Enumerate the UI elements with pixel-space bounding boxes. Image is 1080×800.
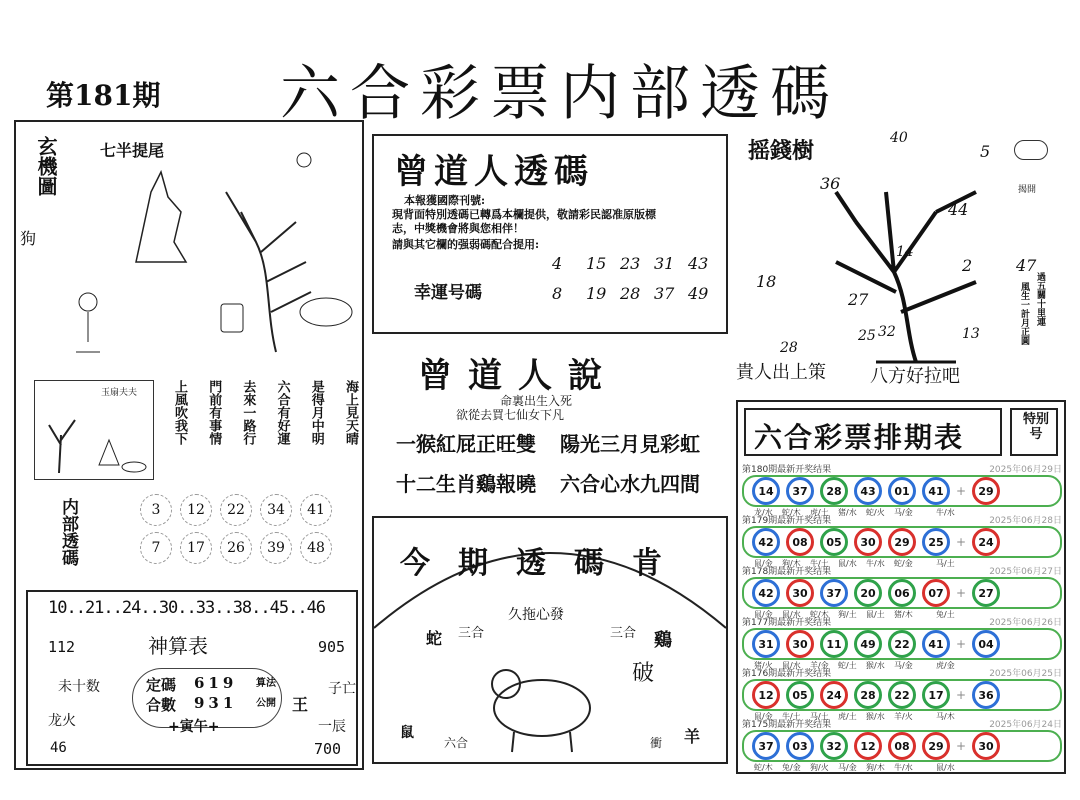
xuanji-illustration: [56, 152, 356, 362]
draw-zodiac: 牛/土: [782, 712, 801, 721]
center-number: 43: [688, 254, 709, 273]
notice-3: 志，中獎機會將與您相伴！: [392, 222, 524, 235]
draw-zodiac: 狗/火: [810, 763, 829, 772]
bottom-right-a: 衝: [650, 736, 663, 750]
draw-ball: 12: [854, 732, 882, 760]
draw-ball: 01: [888, 477, 916, 505]
draw-balls: [742, 679, 1062, 711]
lucky-ball: 26: [220, 532, 252, 564]
draw-zodiac: 猴/水: [866, 661, 885, 670]
draw-ball: 41: [922, 477, 950, 505]
tree-bottom-right: 八方好拉吧: [870, 366, 960, 387]
draw-ball: 03: [786, 732, 814, 760]
draw-ball: 37: [786, 477, 814, 505]
draw-label: 第180期最新开奖结果: [742, 465, 832, 475]
center-number: 28: [620, 284, 641, 303]
he-label: 合數: [146, 696, 177, 714]
draw-ball: 43: [854, 477, 882, 505]
draw-block: [742, 564, 1062, 619]
calc-title: 神算表: [148, 634, 208, 658]
draw-balls: [742, 730, 1062, 762]
draw-zodiac: 鼠/水: [782, 610, 801, 619]
lucky-label: 幸運号碼: [414, 283, 482, 303]
left-animal: 蛇: [426, 629, 443, 648]
draw-ball: 08: [786, 528, 814, 556]
plus-icon: +: [956, 688, 967, 702]
draw-zodiac: 蛇/金: [894, 559, 913, 568]
draw-zodiac: 蛇/木: [782, 508, 801, 517]
special-ball: 36: [972, 681, 1000, 709]
draw-ball: 20: [854, 579, 882, 607]
draw-list: [742, 462, 1062, 772]
tree-number: 47: [1016, 256, 1037, 275]
special-ball: 27: [972, 579, 1000, 607]
center-row-1: [552, 254, 716, 273]
notice-2: 現背面特別透碼已轉爲本欄提供，敬請彩民認准原版標: [392, 208, 656, 221]
draw-ball: 41: [922, 630, 950, 658]
tree-number: 14: [896, 244, 914, 260]
center-number: 4: [552, 254, 563, 273]
right-animal: 鷄: [654, 630, 672, 651]
tree-number: 40: [890, 130, 908, 146]
poem-line-2a: 十二生肖鷄報曉: [396, 472, 536, 496]
special-zodiac: 马/木: [936, 712, 955, 721]
tree-number: 28: [780, 340, 798, 356]
notice-4: 請與其它欄的强弱碼配合提用:: [392, 238, 540, 251]
draw-date: 2025年06月29日: [989, 465, 1062, 475]
lucky-ball: 3: [140, 494, 172, 526]
center-mid-sub-2: 欲從去買七仙女下凡: [456, 408, 565, 422]
center-mid-sub-1: 命裏出生入死: [500, 394, 573, 408]
xuanji-label: 玄機圖: [34, 136, 58, 196]
lucky-ball: 22: [220, 494, 252, 526]
draw-ball: 30: [786, 630, 814, 658]
draw-zodiac: 狗/木: [782, 559, 801, 568]
schedule-title-box: [744, 408, 1002, 456]
money-tree-title: 摇錢樹: [748, 138, 815, 164]
calc-right-note: 子亡: [328, 681, 356, 697]
draw-ball: 05: [820, 528, 848, 556]
poem-col: 去來一路行: [240, 380, 256, 445]
special-zodiac: 马/土: [936, 559, 955, 568]
money-tree-illustration: [776, 162, 1016, 372]
algo-label2: 公開: [256, 698, 276, 709]
brand-badge: [1014, 140, 1048, 160]
draw-zodiac: 狗/木: [866, 763, 885, 772]
draw-label: 第176期最新开奖结果: [742, 669, 832, 679]
draw-zodiac: 羊/火: [894, 712, 913, 721]
center-top-title: 曾道人透碼: [394, 152, 594, 192]
xuanji-side-note: 狗: [20, 229, 37, 248]
draw-ball: 14: [752, 477, 780, 505]
draw-zodiac: 虎/土: [810, 508, 829, 517]
special-zodiac: 牛/水: [936, 508, 955, 517]
poem-panel: [34, 380, 358, 490]
draw-zodiac: 鼠/金: [754, 610, 773, 619]
poem-line-1b: 陽光三月見彩虹: [560, 432, 700, 456]
poem-col: 六合有好運: [274, 380, 290, 445]
money-tree-brand: 揭開: [1018, 185, 1037, 195]
draw-zodiac: 牛/水: [894, 763, 913, 772]
draw-label: 第179期最新开奖结果: [742, 516, 832, 526]
draw-ball: 42: [752, 528, 780, 556]
special-badge: [1010, 408, 1058, 456]
center-bottom-panel: [372, 516, 728, 764]
center-number: 31: [654, 254, 675, 273]
poem-line-2b: 六合心水九四間: [560, 472, 700, 496]
wang-text: 王: [292, 695, 309, 714]
draw-block: [742, 513, 1062, 568]
mini-picture: [34, 380, 154, 480]
bottom-mid-group: 六合: [444, 736, 469, 750]
center-text: 久拖心發: [508, 607, 564, 623]
draw-date: 2025年06月27日: [989, 567, 1062, 577]
left-group: 三合: [458, 626, 485, 641]
draw-ball: 08: [888, 732, 916, 760]
center-number: 15: [586, 254, 607, 273]
draw-balls: [742, 526, 1062, 558]
internal-label: 内部透碼: [58, 498, 78, 566]
poem-col: 海上見天晴: [342, 380, 358, 445]
draw-zodiac: 牛/土: [810, 559, 829, 568]
schedule-title: 六合彩票排期表: [754, 421, 965, 454]
draw-balls: [742, 577, 1062, 609]
draw-zodiac: 鼠/水: [782, 661, 801, 670]
tree-side-text: 過五關十里連: [1035, 272, 1045, 326]
draw-zodiac: 虎/土: [838, 712, 857, 721]
draw-ball: 29: [888, 528, 916, 556]
plus-icon: +: [956, 637, 967, 651]
center-number: 37: [654, 284, 675, 303]
numbers-line: 10..21..24..30..33..38..45..46: [48, 598, 326, 618]
draw-date: 2025年06月24日: [989, 720, 1062, 730]
center-number: 8: [552, 284, 563, 303]
plus-icon: +: [956, 586, 967, 600]
plus-icon: +: [956, 535, 967, 549]
draw-zodiac: 兔/金: [782, 763, 801, 772]
draw-zodiac: 蛇/木: [810, 610, 829, 619]
draw-zodiac: 鼠/金: [754, 559, 773, 568]
draw-zodiac: 蛇/火: [866, 508, 885, 517]
draw-zodiac-row: [742, 762, 1062, 773]
center-number: 19: [586, 284, 607, 303]
tree-number: 5: [980, 142, 991, 161]
draw-zodiac: 马/金: [894, 508, 913, 517]
poem-columns: [170, 380, 360, 484]
draw-ball: 06: [888, 579, 916, 607]
tree-number: 32: [878, 324, 896, 340]
draw-zodiac: 猴/水: [866, 712, 885, 721]
draw-ball: 49: [854, 630, 882, 658]
center-top-panel: [372, 134, 728, 334]
xuanji-panel: [16, 122, 362, 372]
calc-left-note: 未十数: [58, 679, 100, 695]
draw-ball: 07: [922, 579, 950, 607]
yinwu-text: +寅午+: [168, 719, 220, 735]
draw-ball: 28: [820, 477, 848, 505]
poem-col: 上風吹我下: [172, 380, 187, 445]
money-tree-panel: [736, 122, 1068, 392]
draw-ball: 37: [752, 732, 780, 760]
draw-zodiac: 鼠/土: [866, 610, 885, 619]
xuanji-caption: 七半提尾: [100, 141, 165, 160]
lucky-ball: 41: [300, 494, 332, 526]
ding-value: 619: [194, 674, 238, 692]
draw-ball: 22: [888, 681, 916, 709]
draw-balls: [742, 475, 1062, 507]
draw-block: [742, 666, 1062, 721]
poem-col: 是得月中明: [308, 380, 324, 445]
tree-number: 18: [756, 272, 777, 291]
internal-balls-panel: [16, 492, 362, 588]
draw-block: [742, 615, 1062, 670]
draw-balls: [742, 628, 1062, 660]
draw-zodiac: 鼠/金: [754, 712, 773, 721]
special-zodiac: 虎/金: [936, 661, 955, 670]
draw-zodiac: 猪/木: [894, 610, 913, 619]
draw-ball: 37: [820, 579, 848, 607]
draw-ball: 30: [854, 528, 882, 556]
draw-zodiac: 马/金: [838, 763, 857, 772]
plus-icon: +: [956, 739, 967, 753]
ball-row-2: [140, 532, 332, 564]
draw-zodiac: 蛇/土: [838, 661, 857, 670]
tree-number: 36: [820, 174, 841, 193]
draw-zodiac: 马/土: [810, 712, 829, 721]
draw-date: 2025年06月25日: [989, 669, 1062, 679]
draw-block: [742, 717, 1062, 772]
special-badge-text: 特别号: [1022, 412, 1049, 442]
poem-col: 門前有事情: [206, 380, 222, 445]
draw-date: 2025年06月26日: [989, 618, 1062, 628]
special-ball: 30: [972, 732, 1000, 760]
notice-1: 本報獲國際刊號:: [404, 194, 486, 207]
calc-left-top: 112: [48, 638, 76, 656]
center-row-2: [552, 284, 716, 303]
draw-ball: 12: [752, 681, 780, 709]
draw-date: 2025年06月28日: [989, 516, 1062, 526]
draw-zodiac: 猪/火: [754, 661, 773, 670]
bottom-left-animal: 鼠: [400, 725, 414, 741]
draw-ball: 11: [820, 630, 848, 658]
lucky-ball: 48: [300, 532, 332, 564]
draw-ball: 24: [820, 681, 848, 709]
calc-right-note2: 一辰: [318, 719, 346, 735]
draw-zodiac: 龙/水: [754, 508, 773, 517]
he-value: 931: [194, 694, 238, 712]
draw-ball: 22: [888, 630, 916, 658]
draw-zodiac: 马/金: [894, 661, 913, 670]
tree-number: 44: [948, 200, 969, 219]
calc-panel: [26, 590, 358, 766]
lucky-ball: 7: [140, 532, 172, 564]
draw-ball: 42: [752, 579, 780, 607]
draw-ball: 05: [786, 681, 814, 709]
draw-ball: 32: [820, 732, 848, 760]
schedule-panel: [736, 400, 1066, 774]
right-group: 三合: [610, 626, 637, 641]
draw-zodiac: 牛/水: [866, 559, 885, 568]
draw-zodiac: 鼠/水: [838, 559, 857, 568]
tree-bottom-left: 貴人出上策: [736, 362, 826, 383]
draw-ball: 31: [752, 630, 780, 658]
special-ball: 24: [972, 528, 1000, 556]
calc-right-top: 905: [318, 638, 346, 656]
poem-line-1a: 一猴紅屁正旺雙: [396, 432, 536, 456]
plus-icon: +: [956, 484, 967, 498]
special-zodiac: 鼠/水: [936, 763, 955, 772]
lucky-ball: 34: [260, 494, 292, 526]
calc-left-note2: 龙火: [48, 713, 76, 729]
draw-zodiac: 猪/水: [838, 508, 857, 517]
tree-number: 2: [962, 256, 973, 275]
draw-zodiac: 蛇/木: [754, 763, 773, 772]
left-column: [14, 120, 364, 770]
lucky-ball: 39: [260, 532, 292, 564]
tree-number: 25: [858, 328, 876, 344]
page-title: 六合彩票内部透碼: [280, 59, 840, 129]
lucky-ball: 17: [180, 532, 212, 564]
draw-ball: 29: [922, 732, 950, 760]
ding-label: 定碼: [146, 676, 177, 694]
special-zodiac: 兔/土: [936, 610, 955, 619]
draw-ball: 30: [786, 579, 814, 607]
draw-label: 第177期最新开奖结果: [742, 618, 832, 628]
tree-number: 13: [962, 326, 980, 342]
draw-label: 第175期最新开奖结果: [742, 720, 832, 730]
issue-number: 第181期: [46, 79, 161, 112]
draw-label: 第178期最新开奖结果: [742, 567, 832, 577]
center-mid-title: 曾道人說: [418, 356, 618, 396]
draw-ball: 25: [922, 528, 950, 556]
sign-text: 破: [632, 661, 655, 686]
special-ball: 04: [972, 630, 1000, 658]
special-ball: 29: [972, 477, 1000, 505]
center-number: 49: [688, 284, 709, 303]
tree-side-text2: 風生一計月正圓: [1019, 282, 1029, 345]
bottom-right-b: 羊: [684, 727, 701, 746]
center-number: 23: [620, 254, 641, 273]
draw-ball: 17: [922, 681, 950, 709]
draw-zodiac: 狗/土: [838, 610, 857, 619]
algo-label: 算法: [256, 678, 276, 689]
center-mid-panel: [372, 340, 728, 510]
lucky-ball: 12: [180, 494, 212, 526]
mini-caption: 玉扇夫夫: [101, 388, 138, 398]
ball-row-1: [140, 494, 332, 526]
draw-ball: 28: [854, 681, 882, 709]
draw-zodiac: 羊/金: [810, 661, 829, 670]
tree-number: 27: [848, 290, 869, 309]
center-bottom-title: 今期透碼肯: [400, 546, 690, 581]
draw-block: [742, 462, 1062, 517]
calc-right-bottom: 700: [314, 740, 342, 758]
calc-left-bottom: 46: [50, 740, 67, 756]
mini-illustration: [39, 395, 149, 475]
draw-header: [742, 462, 1062, 475]
